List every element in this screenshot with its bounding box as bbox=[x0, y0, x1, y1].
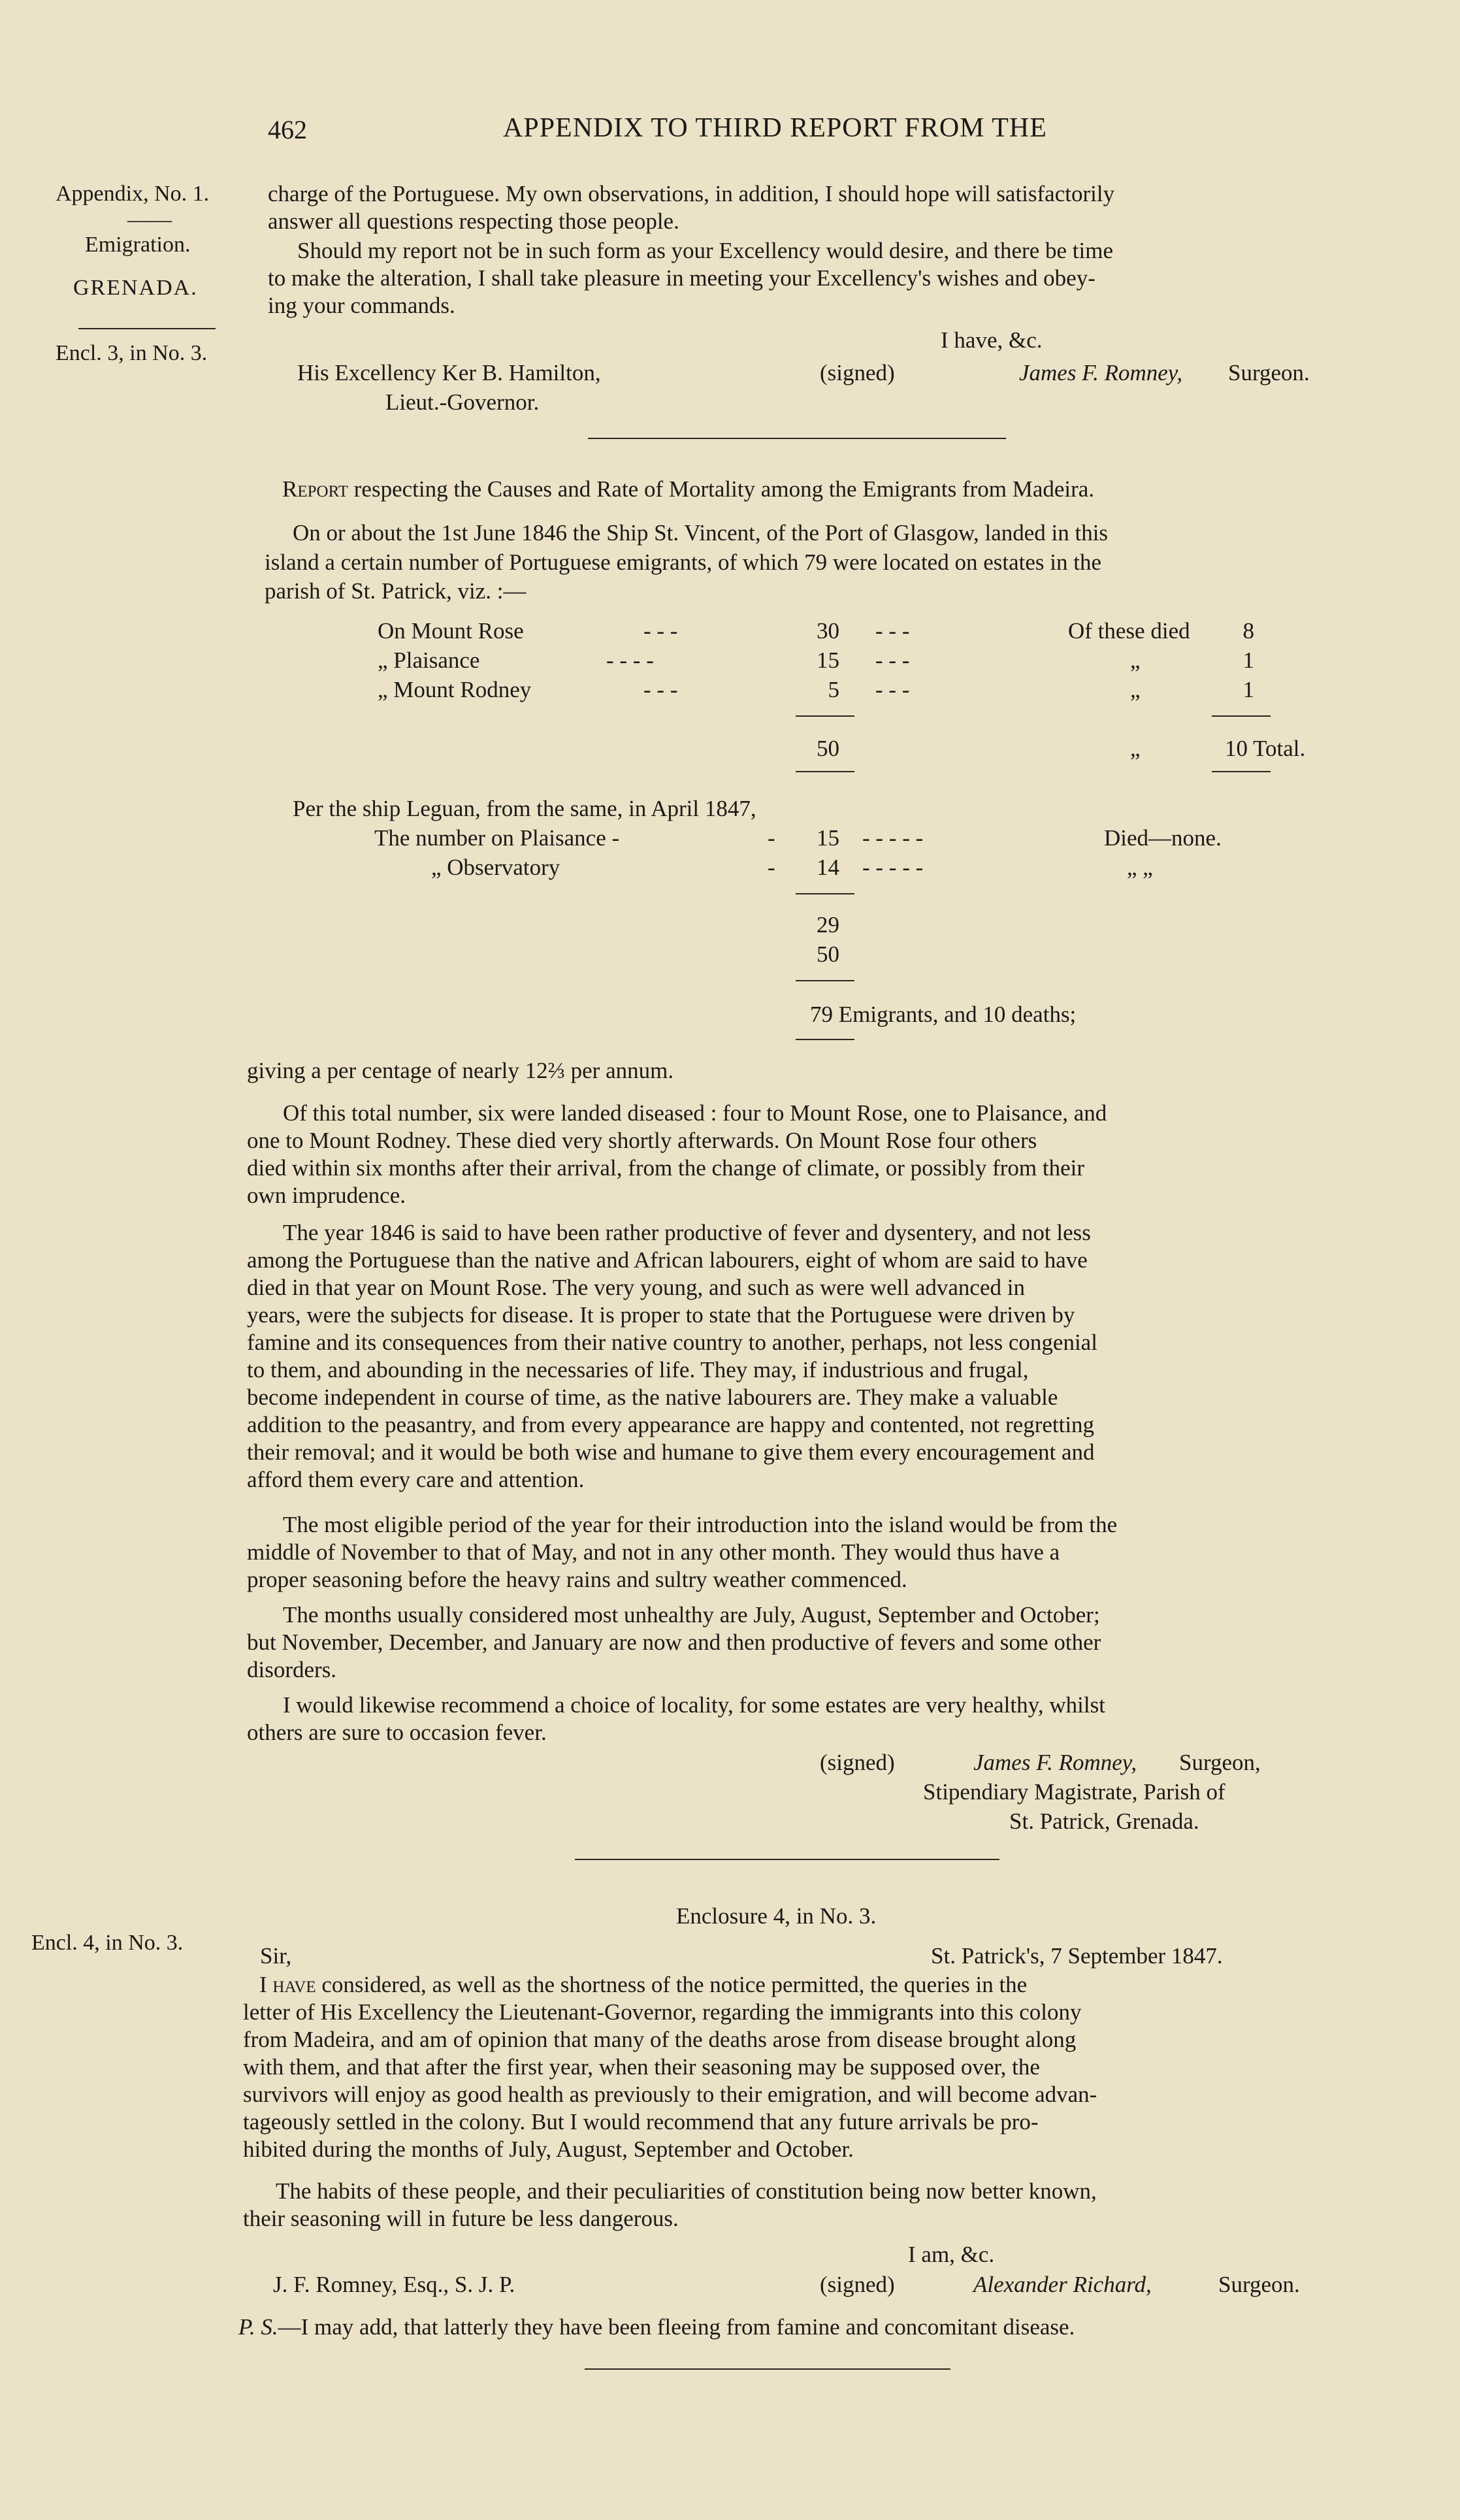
leguan-intro: Per the ship Leguan, from the same, in April 1847, bbox=[293, 796, 756, 821]
enclosure-line: with them, and that after the first year, when their seasoning may be supposed over, the bbox=[243, 2054, 1040, 2080]
letter1-line: to make the alteration, I shall take pleasure in meeting your Excellency's wishes and obey- bbox=[268, 265, 1095, 291]
table1-name: „ Plaisance bbox=[378, 647, 480, 673]
enclosure-signer-role: Surgeon. bbox=[1218, 2272, 1300, 2297]
letter1-line: Should my report not be in such form as your Excellency would desire, and there be time bbox=[297, 238, 1113, 263]
table2-died: „ „ bbox=[1127, 855, 1153, 880]
table2-count: 15 bbox=[817, 825, 839, 851]
sum-a: 29 bbox=[817, 912, 839, 938]
report-signer-role: Surgeon, bbox=[1179, 1750, 1261, 1775]
letter1-signer: James F. Romney, bbox=[1019, 360, 1183, 385]
enclosure-addressee: J. F. Romney, Esq., S. J. P. bbox=[273, 2272, 515, 2297]
table1-died-label: Of these died bbox=[1068, 618, 1190, 644]
postscript bbox=[238, 2314, 1075, 2341]
margin-grenada: GRENADA. bbox=[73, 276, 198, 300]
report-paragraph bbox=[247, 1219, 1364, 1494]
total-rule bbox=[796, 1039, 854, 1040]
enclosure-line-rest: considered, as well as the shortness of the notice permitted, the queries in the bbox=[316, 1972, 1028, 1997]
report-line: years, were the subjects for disease. It is proper to state that the Portuguese were driven by bbox=[247, 1302, 1075, 1328]
report-line: but November, December, and January are now and then productive of fevers and some other bbox=[247, 1629, 1101, 1655]
sum-rule bbox=[796, 980, 854, 981]
margin-dash: —— bbox=[127, 208, 172, 232]
margin-encl3: Encl. 3, in No. 3. bbox=[56, 341, 208, 365]
letter1-addressee: His Excellency Ker B. Hamilton, bbox=[297, 360, 601, 385]
table1-count: 15 bbox=[817, 647, 839, 673]
letter1-line: charge of the Portuguese. My own observations, in addition, I should hope will satisfactorily bbox=[268, 181, 1115, 206]
enclosure-line bbox=[243, 1971, 1354, 1999]
report-line: own imprudence. bbox=[247, 1183, 406, 1208]
report-line: I would likewise recommend a choice of locality, for some estates are very healthy, whilst bbox=[283, 1692, 1105, 1718]
sum-b: 50 bbox=[817, 941, 839, 967]
report-line: famine and its consequences from their native country to another, perhaps, not less congenial bbox=[247, 1330, 1097, 1355]
report-intro-line: parish of St. Patrick, viz. :— bbox=[265, 578, 527, 604]
report-line: died in that year on Mount Rose. The very young, and such as were well advanced in bbox=[247, 1275, 1025, 1300]
table1-count: 30 bbox=[817, 618, 839, 644]
enclosure-line: letter of His Excellency the Lieutenant-Governor, regarding the immigrants into this colony bbox=[243, 1999, 1082, 2025]
report-signer-role: St. Patrick, Grenada. bbox=[1009, 1808, 1199, 1834]
report-line: The months usually considered most unhealthy are July, August, September and October; bbox=[283, 1602, 1100, 1628]
place-date: St. Patrick's, 7 September 1847. bbox=[931, 1943, 1223, 1969]
letter1-closing: I have, &c. bbox=[941, 327, 1043, 353]
report-signed: (signed) bbox=[820, 1750, 895, 1775]
report-line: become independent in course of time, as the native labourers are. They make a valuable bbox=[247, 1384, 1058, 1410]
report-paragraph bbox=[247, 1601, 1364, 1684]
sum-rule bbox=[796, 893, 854, 894]
running-header: APPENDIX TO THIRD REPORT FROM THE bbox=[503, 113, 1047, 143]
report-paragraph bbox=[247, 1100, 1364, 1209]
letter1-line: answer all questions respecting those people. bbox=[268, 208, 679, 234]
enclosure-heading: Enclosure 4, in No. 3. bbox=[676, 1903, 877, 1929]
enclosure-closing: I am, &c. bbox=[908, 2242, 995, 2267]
margin-emigration: Emigration. bbox=[85, 233, 191, 257]
section-rule bbox=[575, 1859, 999, 1860]
sum-rule bbox=[1212, 715, 1271, 717]
table1-total-died: 10 Total. bbox=[1225, 736, 1306, 761]
table1-dash: - - - - bbox=[606, 647, 654, 673]
table1-died-label: „ bbox=[1130, 677, 1141, 702]
report-line: disorders. bbox=[247, 1657, 337, 1682]
enclosure-line: The habits of these people, and their peculiarities of constitution being now better known, bbox=[276, 2178, 1097, 2204]
report-line: middle of November to that of May, and not in any other month. They would thus have a bbox=[247, 1539, 1060, 1565]
enclosure-signed: (signed) bbox=[820, 2272, 895, 2297]
table2-dash: - - - - - bbox=[862, 855, 924, 880]
section-rule bbox=[585, 2368, 950, 2370]
report-intro-line: island a certain number of Portuguese emigrants, of which 79 were located on estates in the bbox=[265, 549, 1101, 575]
salutation: Sir, bbox=[260, 1943, 292, 1969]
report-line: others are sure to occasion fever. bbox=[247, 1720, 547, 1745]
sum-rule bbox=[796, 715, 854, 717]
table2-died: Died—none. bbox=[1104, 825, 1222, 851]
report-line: afford them every care and attention. bbox=[247, 1467, 585, 1492]
enclosure-line: survivors will enjoy as good health as previously to their emigration, and will become advan- bbox=[243, 2082, 1097, 2107]
report-line: their removal; and it would be both wise and humane to give them every encouragement and bbox=[247, 1439, 1095, 1465]
postscript-text: —I may add, that latterly they have been fleeing from famine and concomitant disease. bbox=[278, 2314, 1075, 2340]
letter1-addressee-title: Lieut.-Governor. bbox=[385, 389, 540, 415]
report-line: proper seasoning before the heavy rains and sultry weather commenced. bbox=[247, 1567, 907, 1592]
table1-died: 1 bbox=[1242, 677, 1254, 702]
table2-dash: - bbox=[768, 825, 775, 851]
enclosure-line: tageously settled in the colony. But I would recommend that any future arrivals be pro- bbox=[243, 2109, 1039, 2135]
report-intro-line: On or about the 1st June 1846 the Ship St. Vincent, of the Port of Glasgow, landed in this bbox=[293, 520, 1109, 546]
report-title bbox=[282, 476, 1094, 503]
report-line: The year 1846 is said to have been rather productive of fever and dysentery, and not less bbox=[283, 1220, 1091, 1245]
report-line: addition to the peasantry, and from every appearance are happy and contented, not regretting bbox=[247, 1412, 1095, 1437]
report-signer-role: Stipendiary Magistrate, Parish of bbox=[923, 1779, 1225, 1805]
margin-rule bbox=[78, 328, 216, 329]
enclosure-line: from Madeira, and am of opinion that many of the deaths arose from disease brought along bbox=[243, 2027, 1077, 2052]
table2-name: „ Observatory bbox=[431, 855, 560, 880]
section-rule bbox=[588, 438, 1006, 439]
report-signer: James F. Romney, bbox=[973, 1750, 1137, 1775]
table2-name: The number on Plaisance - bbox=[374, 825, 620, 851]
total-rule bbox=[1212, 771, 1271, 772]
table1-total: 50 bbox=[817, 736, 839, 761]
table1-dash: - - - bbox=[875, 618, 910, 644]
table1-died: 1 bbox=[1242, 647, 1254, 673]
total-rule bbox=[796, 771, 854, 772]
report-line: one to Mount Rodney. These died very shortly afterwards. On Mount Rose four others bbox=[247, 1128, 1037, 1153]
enclosure-line: their seasoning will in future be less dangerous. bbox=[243, 2206, 679, 2231]
sum-total: 79 Emigrants, and 10 deaths; bbox=[810, 1002, 1077, 1027]
table1-dash: - - - bbox=[643, 677, 678, 702]
table2-dash: - - - - - bbox=[862, 825, 924, 851]
report-line: Of this total number, six were landed diseased : four to Mount Rose, one to Plaisance, and bbox=[283, 1100, 1107, 1126]
table1-dash: - - - bbox=[643, 618, 678, 644]
report-line: to them, and abounding in the necessaries of life. They may, if industrious and frugal, bbox=[247, 1357, 1029, 1383]
report-title-caps: Report bbox=[282, 476, 349, 502]
enclosure-line-caps: I have bbox=[259, 1972, 316, 1997]
enclosure-line: hibited during the months of July, August, September and October. bbox=[243, 2136, 854, 2162]
postscript-label: P. S. bbox=[238, 2314, 278, 2340]
table2-count: 14 bbox=[817, 855, 839, 880]
table1-name: On Mount Rose bbox=[378, 618, 524, 644]
table1-total-ditto: „ bbox=[1130, 736, 1141, 761]
table2-dash: - bbox=[768, 855, 775, 880]
table1-name: „ Mount Rodney bbox=[378, 677, 532, 702]
table1-died-label: „ bbox=[1130, 647, 1141, 673]
enclosure-paragraph bbox=[243, 1971, 1354, 2163]
enclosure-paragraph bbox=[243, 2178, 1354, 2233]
table1-dash: - - - bbox=[875, 677, 910, 702]
report-title-rest: respecting the Causes and Rate of Mortality among the Emigrants from Madeira. bbox=[353, 476, 1095, 502]
margin-encl4: Encl. 4, in No. 3. bbox=[31, 1931, 184, 1955]
report-line: The most eligible period of the year for their introduction into the island would be from the bbox=[283, 1512, 1118, 1537]
table1-dash: - - - bbox=[875, 647, 910, 673]
report-line: among the Portuguese than the native and African labourers, eight of whom are said to have bbox=[247, 1247, 1088, 1273]
table1-died: 8 bbox=[1242, 618, 1254, 644]
report-paragraph bbox=[247, 1511, 1364, 1594]
margin-appendix: Appendix, No. 1. bbox=[56, 182, 210, 206]
letter1-signer-role: Surgeon. bbox=[1228, 360, 1310, 385]
table1-count: 5 bbox=[828, 677, 839, 702]
page-number: 462 bbox=[268, 115, 307, 144]
percentage-line: giving a per centage of nearly 12⅔ per annum. bbox=[247, 1058, 674, 1083]
letter1-line: ing your commands. bbox=[268, 293, 455, 318]
enclosure-signer: Alexander Richard, bbox=[973, 2272, 1152, 2297]
report-line: died within six months after their arrival, from the change of climate, or possibly from their bbox=[247, 1155, 1085, 1181]
letter1-signed: (signed) bbox=[820, 360, 895, 385]
report-paragraph bbox=[247, 1692, 1364, 1746]
